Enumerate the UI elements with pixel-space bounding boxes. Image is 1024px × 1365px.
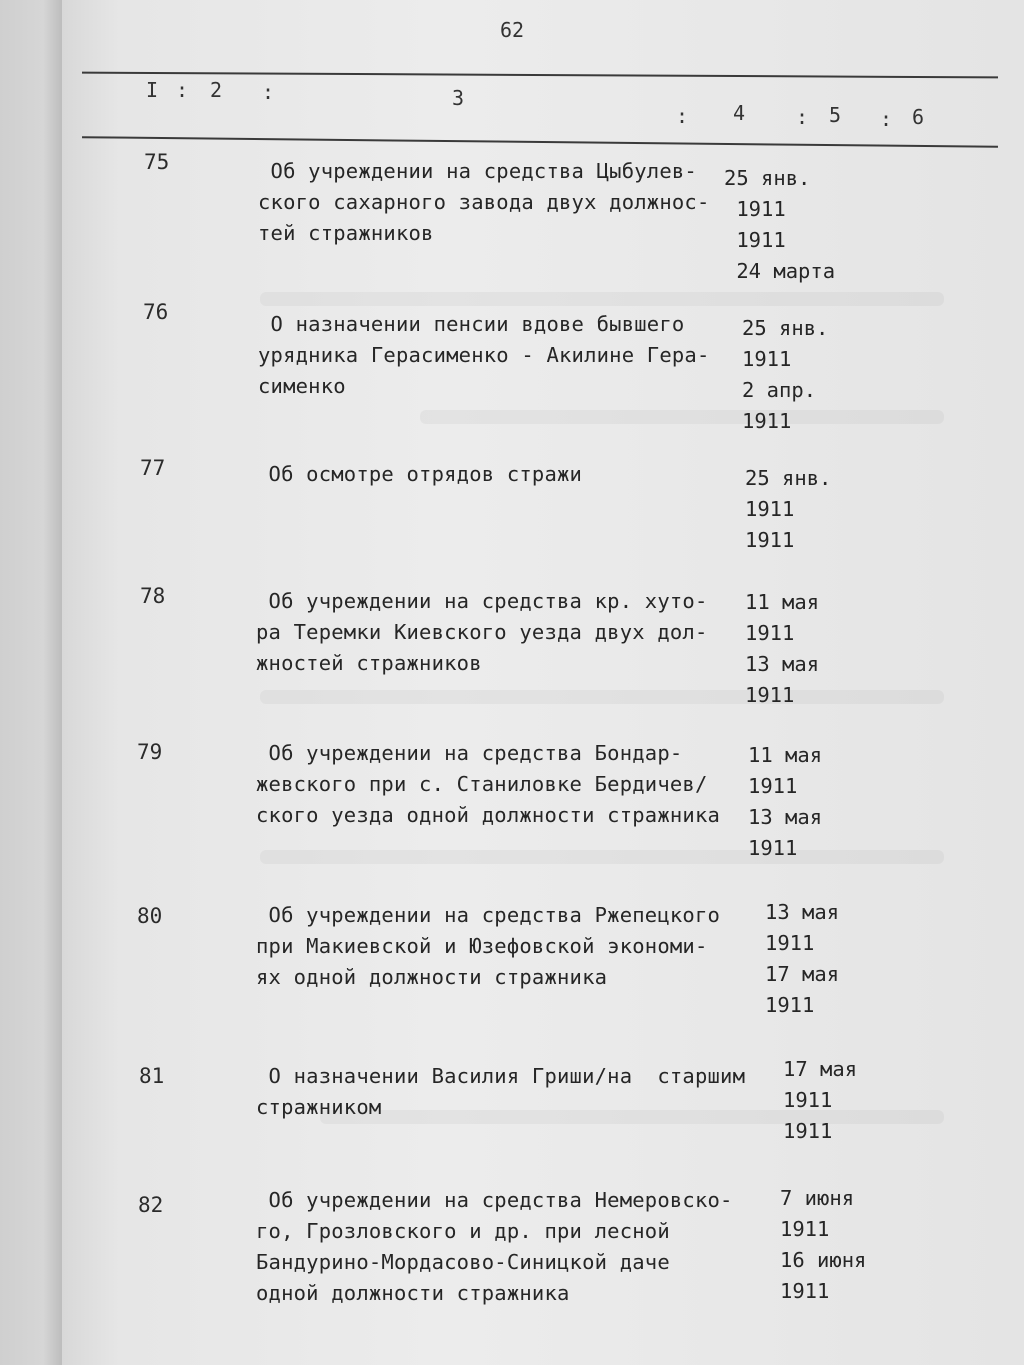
- column-header-4: 4: [733, 101, 746, 125]
- entry-number: 75: [144, 150, 170, 174]
- entry-dates: 13 мая 1911 17 мая 1911: [765, 900, 840, 1017]
- entry-title: Об учреждении на средства Немеровско- го, Грозловского и др. при лесной Бандурино-Мордасово-Синицкой даче одной должности стражника: [256, 1188, 733, 1305]
- entry-title: Об учреждении на средства Цыбулев- ского сахарного завода двух должнос- тей стражников: [258, 159, 710, 245]
- binding-gutter: [0, 0, 62, 1365]
- entry-number: 82: [138, 1193, 164, 1217]
- entry-dates: 25 янв. 1911 1911: [745, 466, 832, 552]
- entry-title: О назначении Василия Гриши/на старшим стражником: [256, 1064, 746, 1119]
- column-header-1: I: [146, 78, 159, 102]
- entry-number: 76: [143, 300, 169, 324]
- entry-title: О назначении пенсии вдове бывшего урядника Герасименко - Акилине Гера- сименко: [258, 312, 710, 398]
- entry-number: 77: [140, 456, 166, 480]
- bleed-through-line: [260, 690, 944, 704]
- entry-dates: 25 янв. 1911 2 апр. 1911: [742, 316, 829, 433]
- column-separator: :: [880, 107, 893, 131]
- entry-title: Об учреждении на средства Ржепецкого при Макиевской и Юзефовской экономи- ях одной должности стражника: [256, 903, 721, 989]
- column-separator: :: [262, 80, 275, 104]
- entry-dates: 11 мая 1911 13 мая 1911: [748, 743, 823, 860]
- page-number: 62: [499, 18, 525, 42]
- entry-title: Об учреждении на средства Бондар- жевского при с. Станиловке Бердичев/ ского уезда одной должности стражника: [256, 741, 721, 827]
- bleed-through-line: [260, 292, 944, 306]
- entry-dates: 7 июня 1911 16 июня 1911: [780, 1186, 867, 1303]
- bleed-through-line: [260, 850, 944, 864]
- entry-dates: 11 мая 1911 13 мая 1911: [745, 590, 820, 707]
- entry-title: Об осмотре отрядов стражи: [256, 462, 583, 486]
- entry-dates: 25 янв. 1911 1911 24 марта: [724, 166, 836, 283]
- column-header-6: 6: [912, 105, 925, 129]
- column-separator: :: [676, 104, 689, 128]
- entry-title: Об учреждении на средства кр. хуто- ра Теремки Киевского уезда двух дол- жностей стражников: [256, 589, 708, 675]
- entry-number: 80: [137, 904, 163, 928]
- column-separator: :: [796, 105, 809, 129]
- bleed-through-line: [420, 410, 944, 424]
- column-header-2: 2: [210, 78, 223, 102]
- entry-number: 78: [140, 584, 166, 608]
- column-separator: :: [176, 78, 189, 102]
- column-header-3: 3: [452, 86, 465, 110]
- entry-number: 79: [137, 740, 163, 764]
- entry-dates: 17 мая 1911 1911: [783, 1057, 858, 1143]
- entry-number: 81: [139, 1064, 165, 1088]
- column-header-5: 5: [829, 103, 842, 127]
